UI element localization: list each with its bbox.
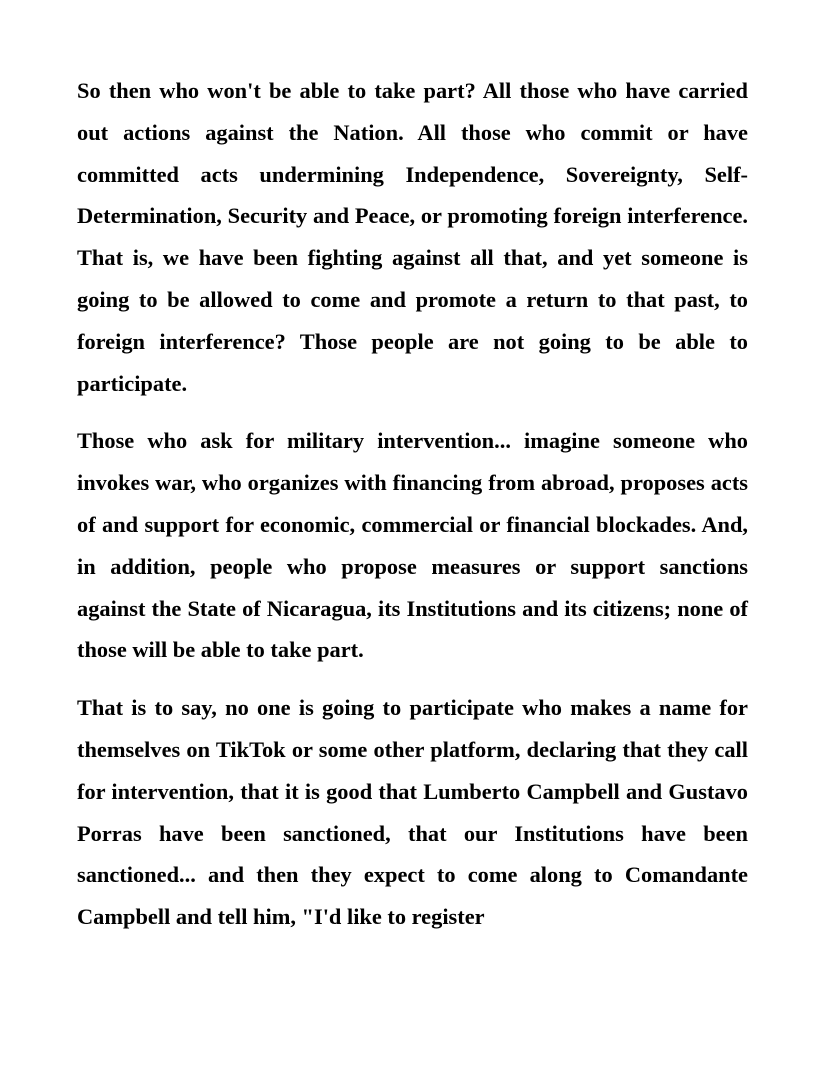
paragraph: So then who won't be able to take part? All those who have carried out actions against the Nation. All those who commit or have committed acts undermining Independence, Sovereignty, Self-Determination, Security and Peace, or promoting foreign interference. That is, we have been fighting against all that, and yet someone is going to be allowed to come and promote a return to that past, to foreign interference? Those people are not going to be able to participate. xyxy=(77,78,748,396)
paragraph: Those who ask for military intervention... imagine someone who invokes war, who organizes with financing from abroad, proposes acts of and support for economic, commercial or financial blockades. And, in addition, people who propose measures or support sanctions against the State of Nicaragua, its Institutions and its citizens; none of those will be able to take part. xyxy=(77,428,748,663)
document-body xyxy=(77,70,748,954)
paragraph: That is to say, no one is going to participate who makes a name for themselves on TikTok or some other platform, declaring that they call for intervention, that it is good that Lumberto Campbell and Gustavo Porras have been sanctioned, that our Institutions have been sanctioned... and then they expect to come along to Comandante Campbell and tell him, "I'd like to register xyxy=(77,695,748,930)
